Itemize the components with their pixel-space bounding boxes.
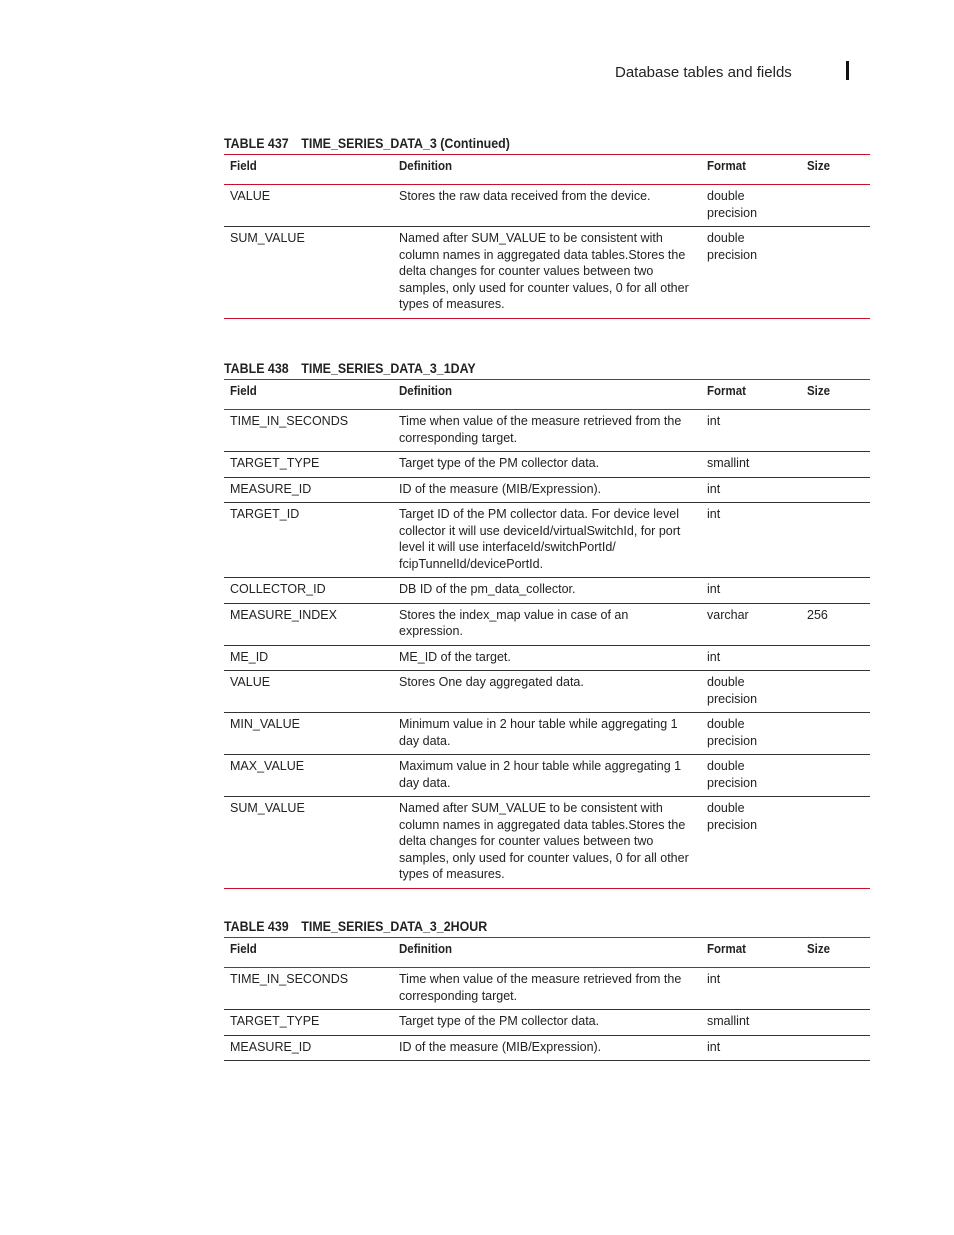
cell-field: VALUE: [224, 671, 393, 713]
table-number: TABLE 438: [224, 361, 289, 376]
cell-field: MAX_VALUE: [224, 755, 393, 797]
cell-field: TIME_IN_SECONDS: [224, 968, 393, 1010]
cell-field: MIN_VALUE: [224, 713, 393, 755]
table-row: [224, 645, 870, 671]
table-row: [224, 797, 870, 889]
table-439: [224, 937, 870, 1061]
table-name: TIME_SERIES_DATA_3 (Continued): [301, 136, 510, 151]
cell-definition: Target type of the PM collector data.: [393, 452, 701, 478]
cell-format: double precision: [701, 755, 801, 797]
cell-size: [801, 713, 870, 755]
cell-size: [801, 185, 870, 227]
cell-definition: Time when value of the measure retrieved from the corresponding target.: [393, 968, 701, 1010]
col-header-format: Format: [707, 942, 746, 956]
cell-definition: Stores the raw data received from the device.: [393, 185, 701, 227]
cell-format: int: [701, 410, 801, 452]
cell-size: [801, 755, 870, 797]
table-437-block: [224, 134, 870, 319]
cell-size: [801, 452, 870, 478]
col-header-size: Size: [807, 159, 831, 173]
col-header-definition: Definition: [399, 942, 453, 956]
cell-field: MEASURE_ID: [224, 1035, 393, 1061]
cell-definition: Stores One day aggregated data.: [393, 671, 701, 713]
table-row: [224, 410, 870, 452]
table-row: [224, 578, 870, 604]
table-number: TABLE 439: [224, 919, 289, 934]
cell-format: int: [701, 645, 801, 671]
cell-definition: ID of the measure (MIB/Expression).: [393, 477, 701, 503]
cell-format: double precision: [701, 671, 801, 713]
table-438-block: [224, 359, 870, 889]
cell-format: double precision: [701, 713, 801, 755]
cell-format: double precision: [707, 801, 758, 832]
cell-format: smallint: [701, 452, 801, 478]
cell-field: TARGET_TYPE: [224, 1010, 393, 1036]
table-number: TABLE 437: [224, 136, 289, 151]
cell-definition: Time when value of the measure retrieved from the corresponding target.: [393, 410, 701, 452]
cell-size: [801, 797, 870, 889]
table-name: TIME_SERIES_DATA_3_2HOUR: [301, 919, 488, 934]
cell-field: TIME_IN_SECONDS: [224, 410, 393, 452]
col-header-field: Field: [230, 384, 257, 398]
cell-definition: DB ID of the pm_data_collector.: [393, 578, 701, 604]
cell-format: int: [701, 578, 801, 604]
cell-format: varchar: [701, 603, 801, 645]
cell-field: VALUE: [224, 185, 393, 227]
cell-field: TARGET_ID: [224, 503, 393, 578]
table-row: [224, 671, 870, 713]
cell-definition: ID of the measure (MIB/Expression).: [393, 1035, 701, 1061]
col-header-format: Format: [707, 384, 746, 398]
col-header-size: Size: [807, 384, 831, 398]
table-caption: [224, 917, 818, 937]
cell-definition: Target type of the PM collector data.: [393, 1010, 701, 1036]
cell-definition: Maximum value in 2 hour table while aggregating 1 day data.: [393, 755, 701, 797]
col-header-definition: Definition: [399, 159, 453, 173]
col-header-field: Field: [230, 942, 257, 956]
cell-field: COLLECTOR_ID: [224, 578, 393, 604]
page-header-title: Database tables and fields: [615, 64, 792, 81]
cell-format: int: [701, 477, 801, 503]
cell-size: [801, 578, 870, 604]
table-row: [224, 185, 870, 227]
cell-format: double precision: [701, 185, 801, 227]
cell-format: smallint: [701, 1010, 801, 1036]
cell-size: [801, 1010, 870, 1036]
col-header-definition: Definition: [399, 384, 453, 398]
cell-format: int: [701, 503, 801, 578]
cell-format: int: [701, 1035, 801, 1061]
cell-size: 256: [801, 603, 870, 645]
cell-size: [801, 1035, 870, 1061]
cell-definition: Minimum value in 2 hour table while aggregating 1 day data.: [393, 713, 701, 755]
col-header-size: Size: [807, 942, 831, 956]
table-caption: [224, 134, 818, 154]
cell-field: TARGET_TYPE: [224, 452, 393, 478]
col-header-field: Field: [230, 159, 257, 173]
table-row: [224, 503, 870, 578]
table-caption: [224, 359, 818, 379]
cell-size: [801, 671, 870, 713]
page-header-bar: [846, 61, 849, 80]
cell-size: [801, 410, 870, 452]
col-header-format: Format: [707, 159, 746, 173]
table-header-row: [224, 155, 870, 185]
table-name: TIME_SERIES_DATA_3_1DAY: [301, 361, 476, 376]
cell-field: SUM_VALUE: [230, 801, 305, 815]
table-header-row: [224, 938, 870, 968]
cell-size: [801, 968, 870, 1010]
cell-size: [801, 227, 870, 319]
table-437: [224, 154, 870, 319]
table-row: [224, 968, 870, 1010]
table-row: [224, 227, 870, 319]
table-header-row: [224, 380, 870, 410]
cell-size: [801, 645, 870, 671]
cell-format: int: [701, 968, 801, 1010]
cell-format: double precision: [707, 231, 758, 262]
cell-size: [801, 477, 870, 503]
cell-definition: Target ID of the PM collector data. For device level collector it will use deviceId/virtualSwitchId, for port level it will use interfaceId/switchPortId/ fcipTunnelId/devicePortId.: [393, 503, 701, 578]
cell-definition: Named after SUM_VALUE to be consistent with column names in aggregated data tables.Stores the delta changes for counter values between two samples, only used for counter values, 0 for all other types of measures.: [399, 801, 689, 881]
table-438: [224, 379, 870, 889]
table-row: [224, 603, 870, 645]
table-row: [224, 755, 870, 797]
cell-field: SUM_VALUE: [230, 231, 305, 245]
table-row: [224, 477, 870, 503]
table-row: [224, 1035, 870, 1061]
cell-field: MEASURE_INDEX: [224, 603, 393, 645]
cell-field: ME_ID: [224, 645, 393, 671]
table-row: [224, 1010, 870, 1036]
cell-definition: Named after SUM_VALUE to be consistent with column names in aggregated data tables.Stores the delta changes for counter values between two samples, only used for counter values, 0 for all other types of measures.: [399, 231, 689, 311]
cell-definition: ME_ID of the target.: [393, 645, 701, 671]
table-439-block: [224, 917, 870, 1061]
cell-size: [801, 503, 870, 578]
cell-definition: Stores the index_map value in case of an expression.: [393, 603, 701, 645]
table-row: [224, 452, 870, 478]
table-row: [224, 713, 870, 755]
cell-field: MEASURE_ID: [224, 477, 393, 503]
